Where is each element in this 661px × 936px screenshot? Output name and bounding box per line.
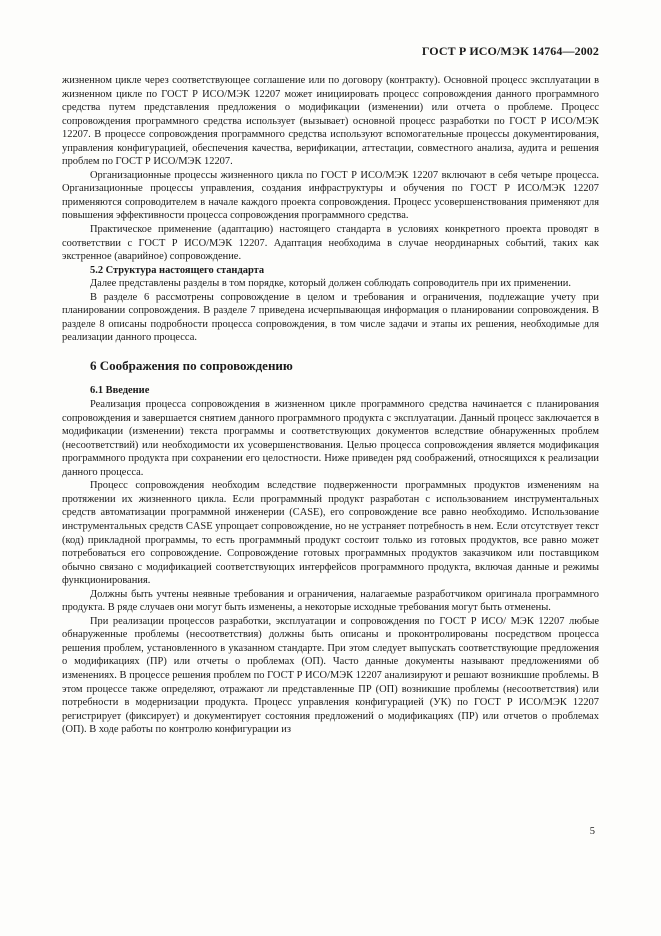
subsection-heading: 6.1 Введение xyxy=(90,385,150,397)
paragraph: Практическое применение (адаптацию) настоящего стандарта в условиях конкретного проекта проводят в соответствии с ГОСТ Р ИСО/МЭК 12207. Адаптация необходима в случае неординарных событий, таких как экстренное (аварийное) сопровождение. xyxy=(62,224,599,263)
paragraph: Реализация процесса сопровождения в жизненном цикле программного средства начинается с планирования сопровождения и завершается снятием данного программного продукта с эксплуатации. Данный процесс заключается в модификации (изменении) текста программы и соответствующих документов вследствие обнаруженных проблем (несоответствий) или необходимости их усовершенствования. Целью процесса сопровождения является модификация программного продукта при сохранении его целостности. Ниже приведен ряд соображений, относящихся к реализации данного процесса. xyxy=(62,399,599,478)
paragraph: Процесс сопровождения необходим вследствие подверженности программных продуктов изменениям на протяжении их жизненного цикла. Если программный продукт разработан с использованием инструментальных средств автоматизации программной инженерии (CASE), его сопровождение все равно необходимо. Использование инструментальных средств CASE упрощает сопровождение, но не устраняет потребность в нем. Если отсутствует текст (код) прикладной программы, то есть программный продукт состоит только из готовых продуктов, все равно может потребоваться его сопровождение. Сопровождение готовых программных продуктов заказчиком или поставщиком обычно связано с модификацией соответствующих интерфейсов программного продукта, включая данные и режимы функционирования. xyxy=(62,480,599,587)
subsection-heading: 5.2 Структура настоящего стандарта xyxy=(90,264,265,276)
paragraph: В разделе 6 рассмотрены сопровождение в целом и требования и ограничения, подлежащие учету при планировании сопровождения. В разделе 7 приведена исчерпывающая информация о планировании сопровождения. В разделе 8 описаны подробности процесса сопровождения, в том числе задачи и этапы их решения, необходимые для реализации данного процесса. xyxy=(62,291,599,344)
document-header: ГОСТ Р ИСО/МЭК 14764—2002 xyxy=(421,44,599,58)
paragraph: Должны быть учтены неявные требования и ограничения, налагаемые разработчиком оригинала программного продукта. В ряде случаев они могут быть изменены, а некоторые исходные требования могут быть отменены. xyxy=(62,588,599,614)
paragraph: жизненном цикле через соответствующее соглашение или по договору (контракту). Основной процесс эксплуатации в жизненном цикле по ГОСТ Р ИСО/МЭК 12207 может инициировать процесс сопровождения данного программного средства путем представления предложения о модификации (изменении) или отчета о проблеме. Процесс сопровождения программного средства использует (вызывает) основной процесс разработки по ГОСТ Р ИСО/МЭК 12207. В процессе сопровождения программного средства используют вспомогательные процессы документирования, управления конфигурацией, обеспечения качества, верификации, аттестации, совместного анализа, аудита и решения проблем по ГОСТ Р ИСО/МЭК 12207. xyxy=(62,75,599,168)
document-body xyxy=(62,74,599,737)
paragraph: Далее представлены разделы в том порядке, который должен соблюдать сопроводитель при их применении. xyxy=(90,278,571,290)
section-heading: 6 Соображения по сопровождению xyxy=(90,357,293,373)
page-number: 5 xyxy=(589,826,595,837)
paragraph: При реализации процессов разработки, эксплуатации и сопровождения по ГОСТ Р ИСО/ МЭК 12207 любые обнаруженные проблемы (несоответствия) должны быть описаны и проконтролированы посредством процесса решения проблем, установленного в указанном стандарте. При этом следует выпускать соответствующие предложения о модификациях (ПР) или отчеты о проблемах (ОП). Часто данные документы называют предложениями об изменениях. В процессе решения проблем по ГОСТ Р ИСО/МЭК 12207 анализируют и решают возникшие проблемы. В этом процессе также определяют, отражают ли представленные ПР (ОП) возникшие проблемы (несоответствия) или потребности в модернизации продукта. Процесс управления конфигурацией (УК) по ГОСТ Р ИСО/МЭК 12207 регистрирует (фиксирует) и документирует состояния предложений о модификациях (ПР) или отчетов о проблемах (ОП). В ходе работы по контролю конфигурации из xyxy=(62,615,599,736)
paragraph: Организационные процессы жизненного цикла по ГОСТ Р ИСО/МЭК 12207 включают в себя четыре процесса. Организационные процессы управления, создания инфраструктуры и обучения по ГОСТ Р ИСО/МЭК 12207 применяются сопроводителем в начале каждого проекта сопровождения. Процесс усовершенствования применяют для повышения эффективности процесса сопровождения программного средства. xyxy=(62,169,599,222)
